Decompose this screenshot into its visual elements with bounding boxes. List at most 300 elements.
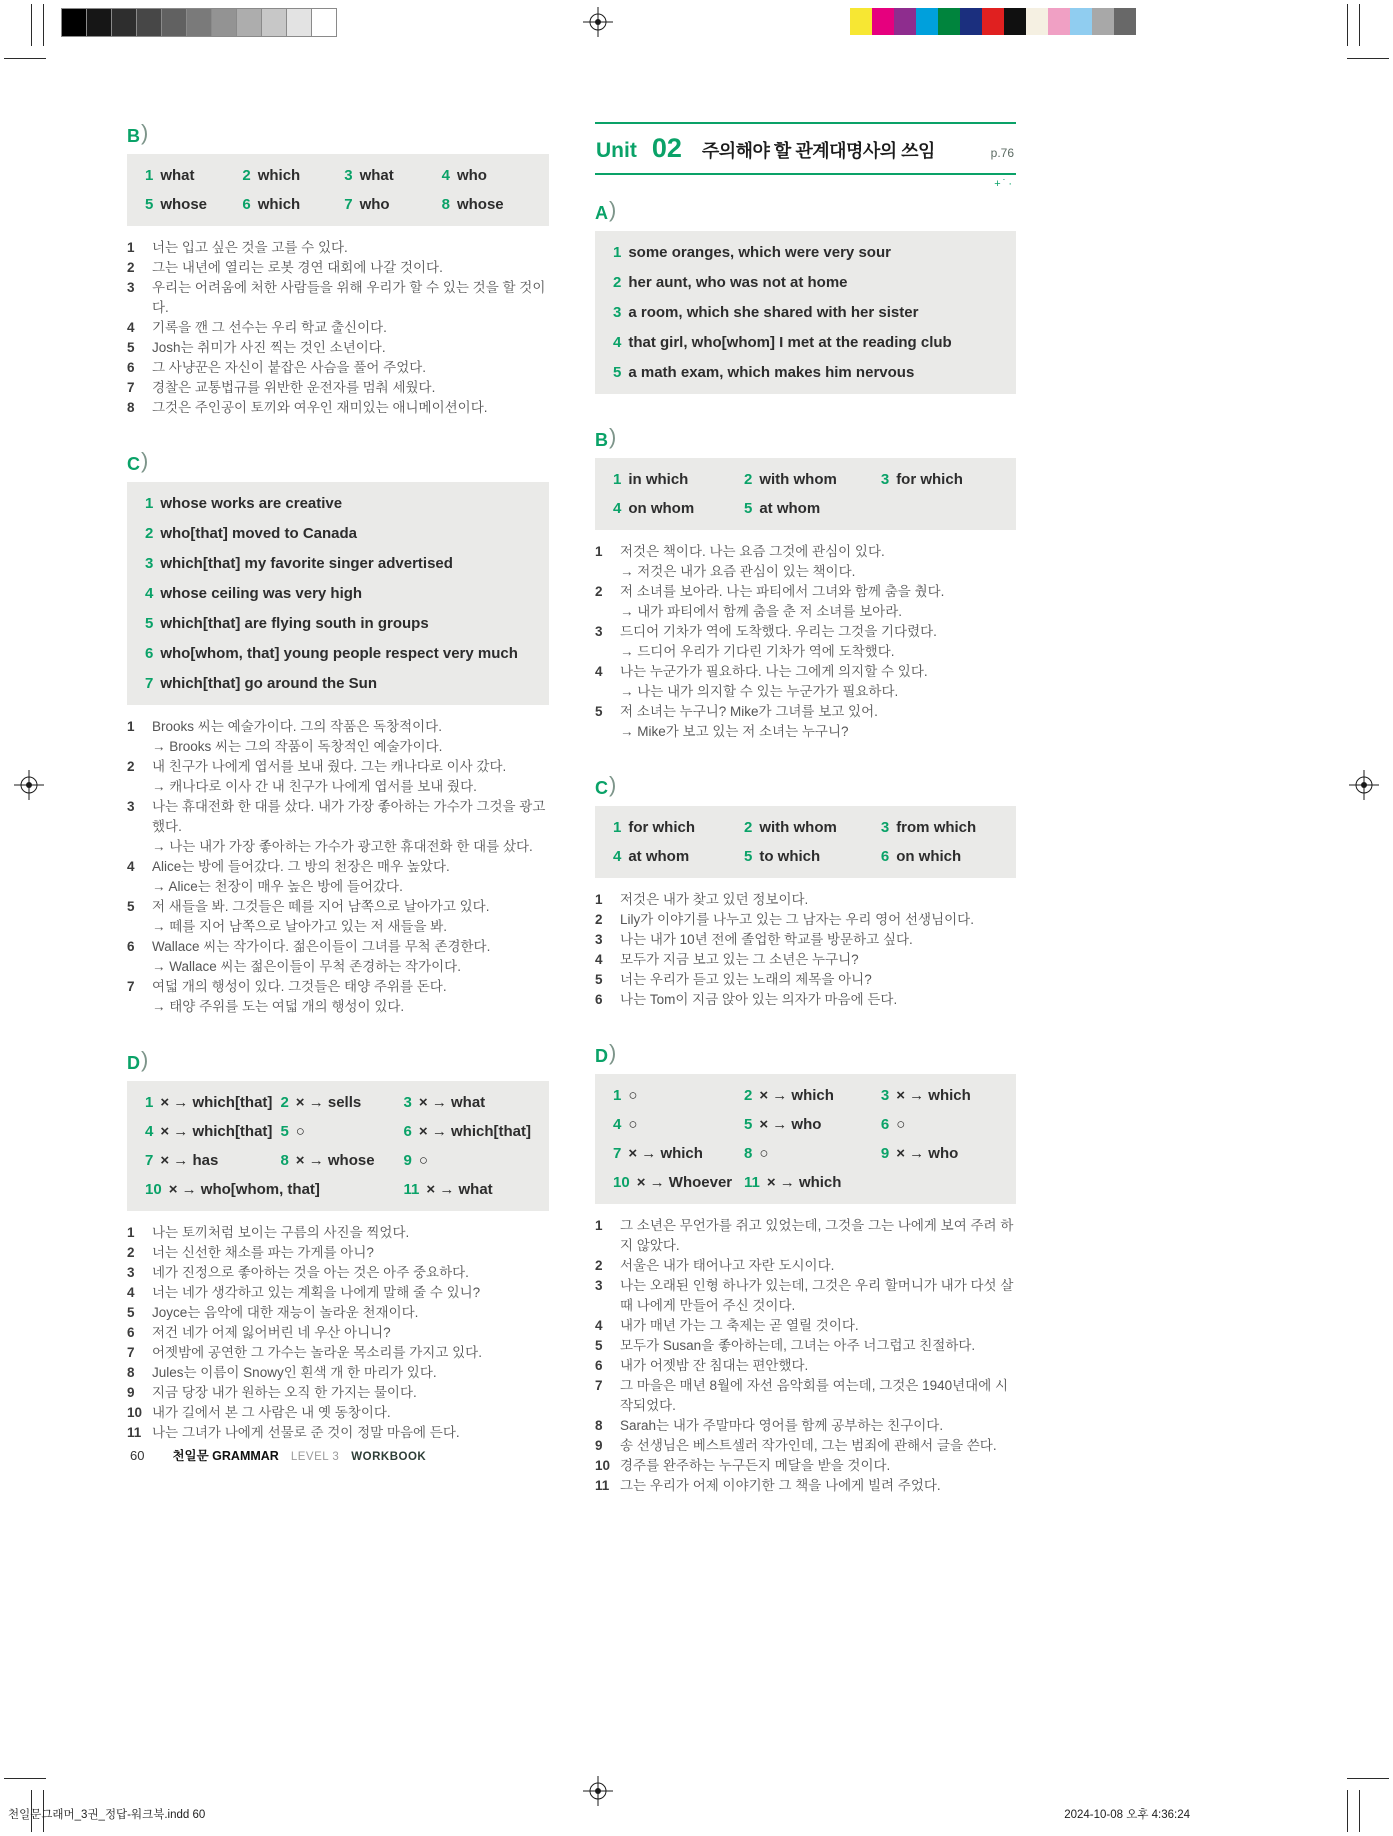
translation-list: [595, 890, 1016, 1010]
item-sentence: 저 새들을 봐. 그것들은 떼를 지어 남쪽으로 날아가고 있다.: [152, 899, 490, 914]
answer-number: 1: [613, 471, 622, 488]
item-number: 10: [127, 1405, 143, 1420]
list-item: [595, 1216, 1016, 1256]
answer-number: 5: [743, 500, 753, 517]
item-text: [620, 1256, 1016, 1276]
item-sentence: 경찰은 교통법규를 위반한 운전자를 멈춰 세웠다.: [152, 380, 436, 395]
item-number: 8: [127, 1365, 135, 1380]
item-number: 5: [595, 704, 603, 719]
answer-cell: [242, 167, 336, 184]
answer-number: 5: [280, 1123, 289, 1140]
item-arrow-line: → 떼를 지어 남쪽으로 날아가고 있는 저 새들을 봐.: [152, 919, 448, 934]
answer-text: her aunt, who was not at home: [628, 274, 848, 291]
unit-header: [595, 122, 1016, 190]
answer-cell: [145, 1094, 272, 1111]
answer-text: which[that] are flying south in groups: [160, 615, 429, 632]
crop-mark: [4, 1778, 46, 1779]
item-sentence: Alice는 방에 들어갔다. 그 방의 천장은 매우 높았다.: [152, 859, 450, 874]
item-text: [620, 890, 1016, 910]
section-a-right: [595, 199, 1016, 394]
section-c-left: [127, 450, 549, 1017]
item-sentence: 어젯밤에 공연한 그 가수는 놀라운 목소리를 가지고 있다.: [152, 1345, 482, 1360]
item-sentence: 그는 내년에 열리는 로봇 경연 대회에 나갈 것이다.: [152, 260, 443, 275]
section-heading: [127, 450, 549, 474]
answer-cell: [442, 167, 531, 184]
item-number: 1: [595, 1218, 603, 1233]
answer-number: 9: [403, 1152, 412, 1169]
item-text: [152, 1243, 549, 1263]
answer-number: 3: [880, 819, 890, 836]
item-sentence: 그는 우리가 어제 이야기한 그 책을 나에게 빌려 주었다.: [620, 1478, 941, 1493]
answer-text: × → which[that]: [418, 1123, 531, 1140]
item-number: 7: [127, 979, 135, 994]
answer-cell: [613, 274, 998, 291]
answer-cell: [145, 1181, 396, 1198]
answer-cell: [744, 1087, 873, 1104]
item-text: [620, 582, 1016, 622]
item-sentence: 모두가 지금 보고 있는 그 소년은 누구니?: [620, 952, 859, 967]
registration-mark-icon: [14, 770, 44, 800]
answer-number: 8: [441, 196, 450, 213]
answer-number: 7: [145, 675, 154, 692]
item-text: [152, 1323, 549, 1343]
item-text: [152, 1223, 549, 1243]
unit-page-ref: p.76: [990, 146, 1014, 160]
answer-number: 5: [743, 848, 753, 865]
section-letter: C: [127, 454, 140, 474]
answer-number: 3: [344, 167, 353, 184]
item-sentence: 나는 내가 10년 전에 졸업한 학교를 방문하고 싶다.: [620, 932, 913, 947]
answer-text: at whom: [759, 500, 821, 517]
item-number: 2: [127, 1245, 135, 1260]
answer-text: who[that] moved to Canada: [160, 525, 358, 542]
item-text: [620, 1316, 1016, 1336]
answer-cell: [613, 848, 736, 865]
answer-number: 1: [613, 819, 622, 836]
list-item: [127, 318, 549, 338]
item-sentence: 저것은 책이다. 나는 요즘 그것에 관심이 있다.: [620, 544, 885, 559]
item-text: [152, 757, 549, 797]
answer-text: × → who[whom, that]: [168, 1181, 320, 1198]
answer-text: at whom: [628, 848, 690, 865]
answer-cell: [744, 1145, 873, 1162]
item-sentence: 경주를 완주하는 누구든지 메달을 받을 것이다.: [620, 1458, 891, 1473]
section-d-left: [127, 1049, 549, 1443]
item-number: 4: [127, 1285, 135, 1300]
answer-text: what: [359, 167, 394, 184]
answer-text: × → which: [628, 1145, 703, 1162]
item-number: 1: [127, 719, 135, 734]
item-text: [620, 1356, 1016, 1376]
registration-mark-icon: [583, 7, 613, 37]
answer-number: 2: [145, 525, 154, 542]
answer-text: ○: [628, 1116, 638, 1133]
item-number: 1: [127, 240, 135, 255]
item-sentence: 내 친구가 나에게 엽서를 보내 줬다. 그는 캐나다로 이사 갔다.: [152, 759, 507, 774]
item-number: 11: [127, 1425, 142, 1440]
answer-text: × → which[that]: [160, 1094, 273, 1111]
crop-mark: [1359, 1790, 1360, 1832]
list-item: [595, 1476, 1016, 1496]
answer-text: whose ceiling was very high: [160, 585, 363, 602]
list-item: [595, 622, 1016, 662]
answer-text: whose: [160, 196, 208, 213]
answer-text: which[that] my favorite singer advertised: [160, 555, 453, 572]
list-item: [595, 542, 1016, 582]
answer-cell: [280, 1152, 395, 1169]
item-number: 1: [127, 1225, 135, 1240]
item-text: [620, 542, 1016, 582]
item-sentence: 나는 그녀가 나에게 선물로 준 것이 정말 마음에 든다.: [152, 1425, 460, 1440]
registration-mark-icon: [583, 1776, 613, 1806]
item-sentence: Wallace 씨는 작가이다. 젊은이들이 그녀를 무척 존경한다.: [152, 939, 491, 954]
item-arrow-line: → 나는 내가 의지할 수 있는 누군가가 필요하다.: [620, 684, 899, 699]
answer-cell: [613, 1116, 736, 1133]
list-item: [127, 937, 549, 977]
color-swatch: [1114, 8, 1136, 35]
answer-number: 6: [403, 1123, 412, 1140]
item-text: [620, 1216, 1016, 1256]
list-item: [595, 1456, 1016, 1476]
item-number: 6: [595, 1358, 603, 1373]
color-swatch: [916, 8, 938, 35]
answer-cell: [442, 196, 531, 213]
answer-number: 2: [613, 274, 622, 291]
item-sentence: 기록을 깬 그 선수는 우리 학교 출신이다.: [152, 320, 387, 335]
item-number: 3: [595, 624, 603, 639]
answer-number: 5: [743, 1116, 753, 1133]
answer-cell: [613, 334, 998, 351]
section-paren-decoration: ): [141, 1047, 149, 1072]
answer-cell: [881, 1145, 998, 1162]
answer-text: which: [257, 196, 301, 213]
answer-text: who: [456, 167, 487, 184]
item-number: 2: [127, 759, 135, 774]
answer-cell: [881, 471, 998, 488]
section-c-right: [595, 774, 1016, 1010]
answer-cell: [613, 364, 998, 381]
item-text: [620, 930, 1016, 950]
answer-cell: [145, 675, 531, 692]
answer-number: 7: [344, 196, 353, 213]
gray-swatch: [311, 8, 337, 37]
item-sentence: 그것은 주인공이 토끼와 여우인 재미있는 애니메이션이다.: [152, 400, 488, 415]
answer-text: whose: [456, 196, 504, 213]
item-number: 8: [127, 400, 135, 415]
item-number: 6: [127, 360, 135, 375]
answer-text: ○: [896, 1116, 906, 1133]
page-number: 60: [130, 1448, 145, 1463]
answer-text: who: [359, 196, 390, 213]
list-item: [595, 910, 1016, 930]
item-text: [152, 857, 549, 897]
item-number: 3: [127, 799, 135, 814]
answer-text: on which: [896, 848, 962, 865]
answer-number: 2: [242, 167, 251, 184]
answer-box: [127, 154, 549, 226]
item-text: [620, 1376, 1016, 1416]
answer-number: 6: [880, 1116, 890, 1133]
answer-cell: [280, 1123, 395, 1140]
answer-cell: [280, 1094, 395, 1111]
answer-number: 6: [880, 848, 890, 865]
answer-cell: [145, 645, 531, 662]
answer-text: to which: [759, 848, 821, 865]
answer-number: 2: [743, 1087, 753, 1104]
item-text: [152, 358, 549, 378]
answer-text: × → which: [766, 1174, 842, 1191]
answer-cell: [145, 495, 531, 512]
list-item: [127, 238, 549, 258]
item-text: [620, 1436, 1016, 1456]
section-letter: D: [595, 1046, 608, 1066]
section-letter: C: [595, 778, 608, 798]
item-number: 10: [595, 1458, 611, 1473]
imprint-filename: 천일문그래머_3권_정답-워크북.indd 60: [8, 1809, 206, 1821]
item-text: [152, 318, 549, 338]
item-text: [620, 950, 1016, 970]
answer-cell: [613, 500, 736, 517]
item-sentence: 나는 토끼처럼 보이는 구름의 사진을 찍었다.: [152, 1225, 410, 1240]
answer-text: in which: [628, 471, 689, 488]
item-number: 4: [127, 320, 135, 335]
answer-number: 2: [743, 471, 753, 488]
answer-cell: [145, 1152, 272, 1169]
item-sentence: 그 소년은 무언가를 쥐고 있었는데, 그것을 그는 나에게 보여 주려 하지 않았다.: [620, 1218, 1014, 1253]
answer-text: × → which: [759, 1087, 834, 1104]
answer-cell: [881, 1087, 998, 1104]
list-item: [127, 278, 549, 318]
section-paren-decoration: ): [609, 424, 617, 449]
answer-number: 4: [441, 167, 450, 184]
color-swatch: [938, 8, 960, 35]
item-text: [152, 278, 549, 318]
answer-number: 7: [613, 1145, 622, 1162]
list-item: [595, 1336, 1016, 1356]
translation-list: [127, 238, 549, 418]
crop-mark: [1347, 1790, 1348, 1832]
answer-cell: [744, 1116, 873, 1133]
list-item: [127, 1263, 549, 1283]
item-number: 2: [127, 260, 135, 275]
answer-text: for which: [896, 471, 963, 488]
item-sentence: 내가 길에서 본 그 사람은 내 옛 동창이다.: [152, 1405, 391, 1420]
answer-cell: [145, 585, 531, 602]
answer-number: 5: [613, 364, 622, 381]
item-number: 3: [127, 1265, 135, 1280]
item-text: [152, 797, 549, 857]
list-item: [595, 1316, 1016, 1336]
answer-number: 6: [145, 645, 154, 662]
answer-text: with whom: [759, 471, 837, 488]
answer-number: 10: [145, 1181, 162, 1198]
item-sentence: 나는 누군가가 필요하다. 나는 그에게 의지할 수 있다.: [620, 664, 928, 679]
answer-cell: [613, 471, 736, 488]
answer-cell: [404, 1123, 531, 1140]
section-heading: [595, 1042, 1016, 1066]
answer-box: [595, 458, 1016, 530]
gray-swatch: [236, 8, 262, 37]
answer-text: from which: [896, 819, 977, 836]
section-heading: [127, 1049, 549, 1073]
section-paren-decoration: ): [609, 1040, 617, 1065]
list-item: [127, 398, 549, 418]
list-item: [127, 797, 549, 857]
item-number: 5: [127, 340, 135, 355]
answer-text: × → what: [426, 1181, 493, 1198]
answer-cell: [344, 167, 433, 184]
answer-cell: [145, 1123, 272, 1140]
answer-cell: [613, 819, 736, 836]
item-text: [152, 717, 549, 757]
item-arrow-line: → 캐나다로 이사 간 내 친구가 나에게 엽서를 보내 줬다.: [152, 779, 477, 794]
crop-mark: [1347, 58, 1389, 59]
list-item: [127, 1303, 549, 1323]
page-footer: [130, 1446, 426, 1464]
answer-number: 1: [145, 1094, 154, 1111]
item-text: [620, 1416, 1016, 1436]
section-b-right: [595, 426, 1016, 742]
list-item: [127, 1343, 549, 1363]
answer-number: 4: [613, 1116, 622, 1133]
answer-text: who[whom, that] young people respect very much: [160, 645, 518, 662]
list-item: [127, 1423, 549, 1443]
gray-swatch: [186, 8, 212, 37]
section-b-left: [127, 122, 549, 418]
list-item: [127, 757, 549, 797]
answer-number: 4: [613, 500, 622, 517]
answer-number: 4: [613, 334, 622, 351]
item-number: 5: [127, 1305, 135, 1320]
item-sentence: 나는 오래된 인형 하나가 있는데, 그것은 우리 할머니가 내가 다섯 살 때 나에게 만들어 주신 것이다.: [620, 1278, 1014, 1313]
answer-number: 1: [145, 495, 154, 512]
item-number: 2: [595, 1258, 603, 1273]
answer-cell: [404, 1152, 531, 1169]
item-sentence: 모두가 Susan을 좋아하는데, 그녀는 아주 너그럽고 친절하다.: [620, 1338, 976, 1353]
color-swatch: [982, 8, 1004, 35]
answer-cell: [744, 500, 873, 517]
registration-mark-icon: [1349, 770, 1379, 800]
item-text: [152, 338, 549, 358]
section-paren-decoration: ): [609, 197, 617, 222]
item-text: [620, 910, 1016, 930]
list-item: [595, 1256, 1016, 1276]
item-sentence: 나는 휴대전화 한 대를 샀다. 내가 가장 좋아하는 가수가 그것을 광고했다.: [152, 799, 546, 834]
gray-swatch: [286, 8, 312, 37]
item-text: [620, 1456, 1016, 1476]
answer-number: 9: [880, 1145, 890, 1162]
color-swatch: [1004, 8, 1026, 35]
translation-list: [595, 1216, 1016, 1496]
item-number: 11: [595, 1478, 610, 1493]
item-sentence: 지금 당장 내가 원하는 오직 한 가지는 물이다.: [152, 1385, 417, 1400]
item-text: [152, 1283, 549, 1303]
cmyk-calibration-bar: [850, 8, 1136, 35]
answer-number: 3: [403, 1094, 412, 1111]
item-text: [152, 897, 549, 937]
item-text: [620, 970, 1016, 990]
answer-box: [595, 806, 1016, 878]
answer-cell: [881, 819, 998, 836]
color-swatch: [960, 8, 982, 35]
list-item: [595, 702, 1016, 742]
answer-text: which: [257, 167, 301, 184]
answer-text: × → sells: [295, 1094, 362, 1111]
list-item: [127, 378, 549, 398]
item-text: [152, 1343, 549, 1363]
answer-number: 6: [242, 196, 251, 213]
item-sentence: 그 마을은 매년 8월에 자선 음악회를 여는데, 그것은 1940년대에 시작되었다.: [620, 1378, 1009, 1413]
section-letter: B: [127, 126, 140, 146]
answer-number: 1: [145, 167, 154, 184]
item-text: [152, 1383, 549, 1403]
item-number: 4: [595, 1318, 603, 1333]
item-sentence: 너는 네가 생각하고 있는 계획을 나에게 말해 줄 수 있니?: [152, 1285, 481, 1300]
item-sentence: Josh는 취미가 사진 찍는 것인 소년이다.: [152, 340, 386, 355]
item-number: 4: [595, 952, 603, 967]
item-number: 5: [127, 899, 135, 914]
item-text: [152, 258, 549, 278]
item-number: 6: [127, 1325, 135, 1340]
list-item: [595, 1356, 1016, 1376]
list-item: [127, 857, 549, 897]
item-sentence: 여덟 개의 행성이 있다. 그것들은 태양 주위를 돈다.: [152, 979, 447, 994]
section-paren-decoration: ): [609, 772, 617, 797]
item-number: 2: [595, 912, 603, 927]
list-item: [595, 890, 1016, 910]
list-item: [127, 258, 549, 278]
answer-cell: [744, 1174, 873, 1191]
answer-box: [127, 482, 549, 705]
answer-cell: [881, 848, 998, 865]
item-number: 7: [595, 1378, 603, 1393]
section-letter: B: [595, 430, 608, 450]
answer-cell: [881, 1116, 998, 1133]
list-item: [127, 1363, 549, 1383]
crop-mark: [1347, 1778, 1389, 1779]
item-sentence: 너는 입고 싶은 것을 고를 수 있다.: [152, 240, 348, 255]
item-sentence: 내가 어젯밤 잔 침대는 편안했다.: [620, 1358, 809, 1373]
answer-number: 1: [613, 1087, 622, 1104]
answer-box: [127, 1081, 549, 1211]
list-item: [127, 1223, 549, 1243]
book-level: LEVEL 3: [290, 1451, 340, 1463]
answer-cell: [613, 1145, 736, 1162]
item-number: 9: [127, 1385, 135, 1400]
crop-mark: [1359, 4, 1360, 46]
left-column: [127, 122, 549, 1475]
list-item: [595, 970, 1016, 990]
grayscale-calibration-bar: [62, 8, 337, 37]
item-sentence: 송 선생님은 베스트셀러 작가인데, 그는 범죄에 관해서 글을 쓴다.: [620, 1438, 997, 1453]
item-number: 7: [127, 380, 135, 395]
item-text: [152, 1263, 549, 1283]
answer-text: × → has: [160, 1152, 219, 1169]
answer-cell: [145, 525, 531, 542]
item-sentence: 네가 진정으로 좋아하는 것을 아는 것은 아주 중요하다.: [152, 1265, 469, 1280]
list-item: [595, 1376, 1016, 1416]
answer-text: ○: [628, 1087, 638, 1104]
answer-text: ○: [295, 1123, 305, 1140]
answer-cell: [613, 304, 998, 321]
list-item: [595, 950, 1016, 970]
item-sentence: 서울은 내가 태어나고 자란 도시이다.: [620, 1258, 835, 1273]
answer-cell: [344, 196, 433, 213]
list-item: [595, 1276, 1016, 1316]
item-number: 6: [595, 992, 603, 1007]
color-swatch: [850, 8, 872, 35]
sparkle-decoration-icon: +˙·: [994, 178, 1014, 190]
